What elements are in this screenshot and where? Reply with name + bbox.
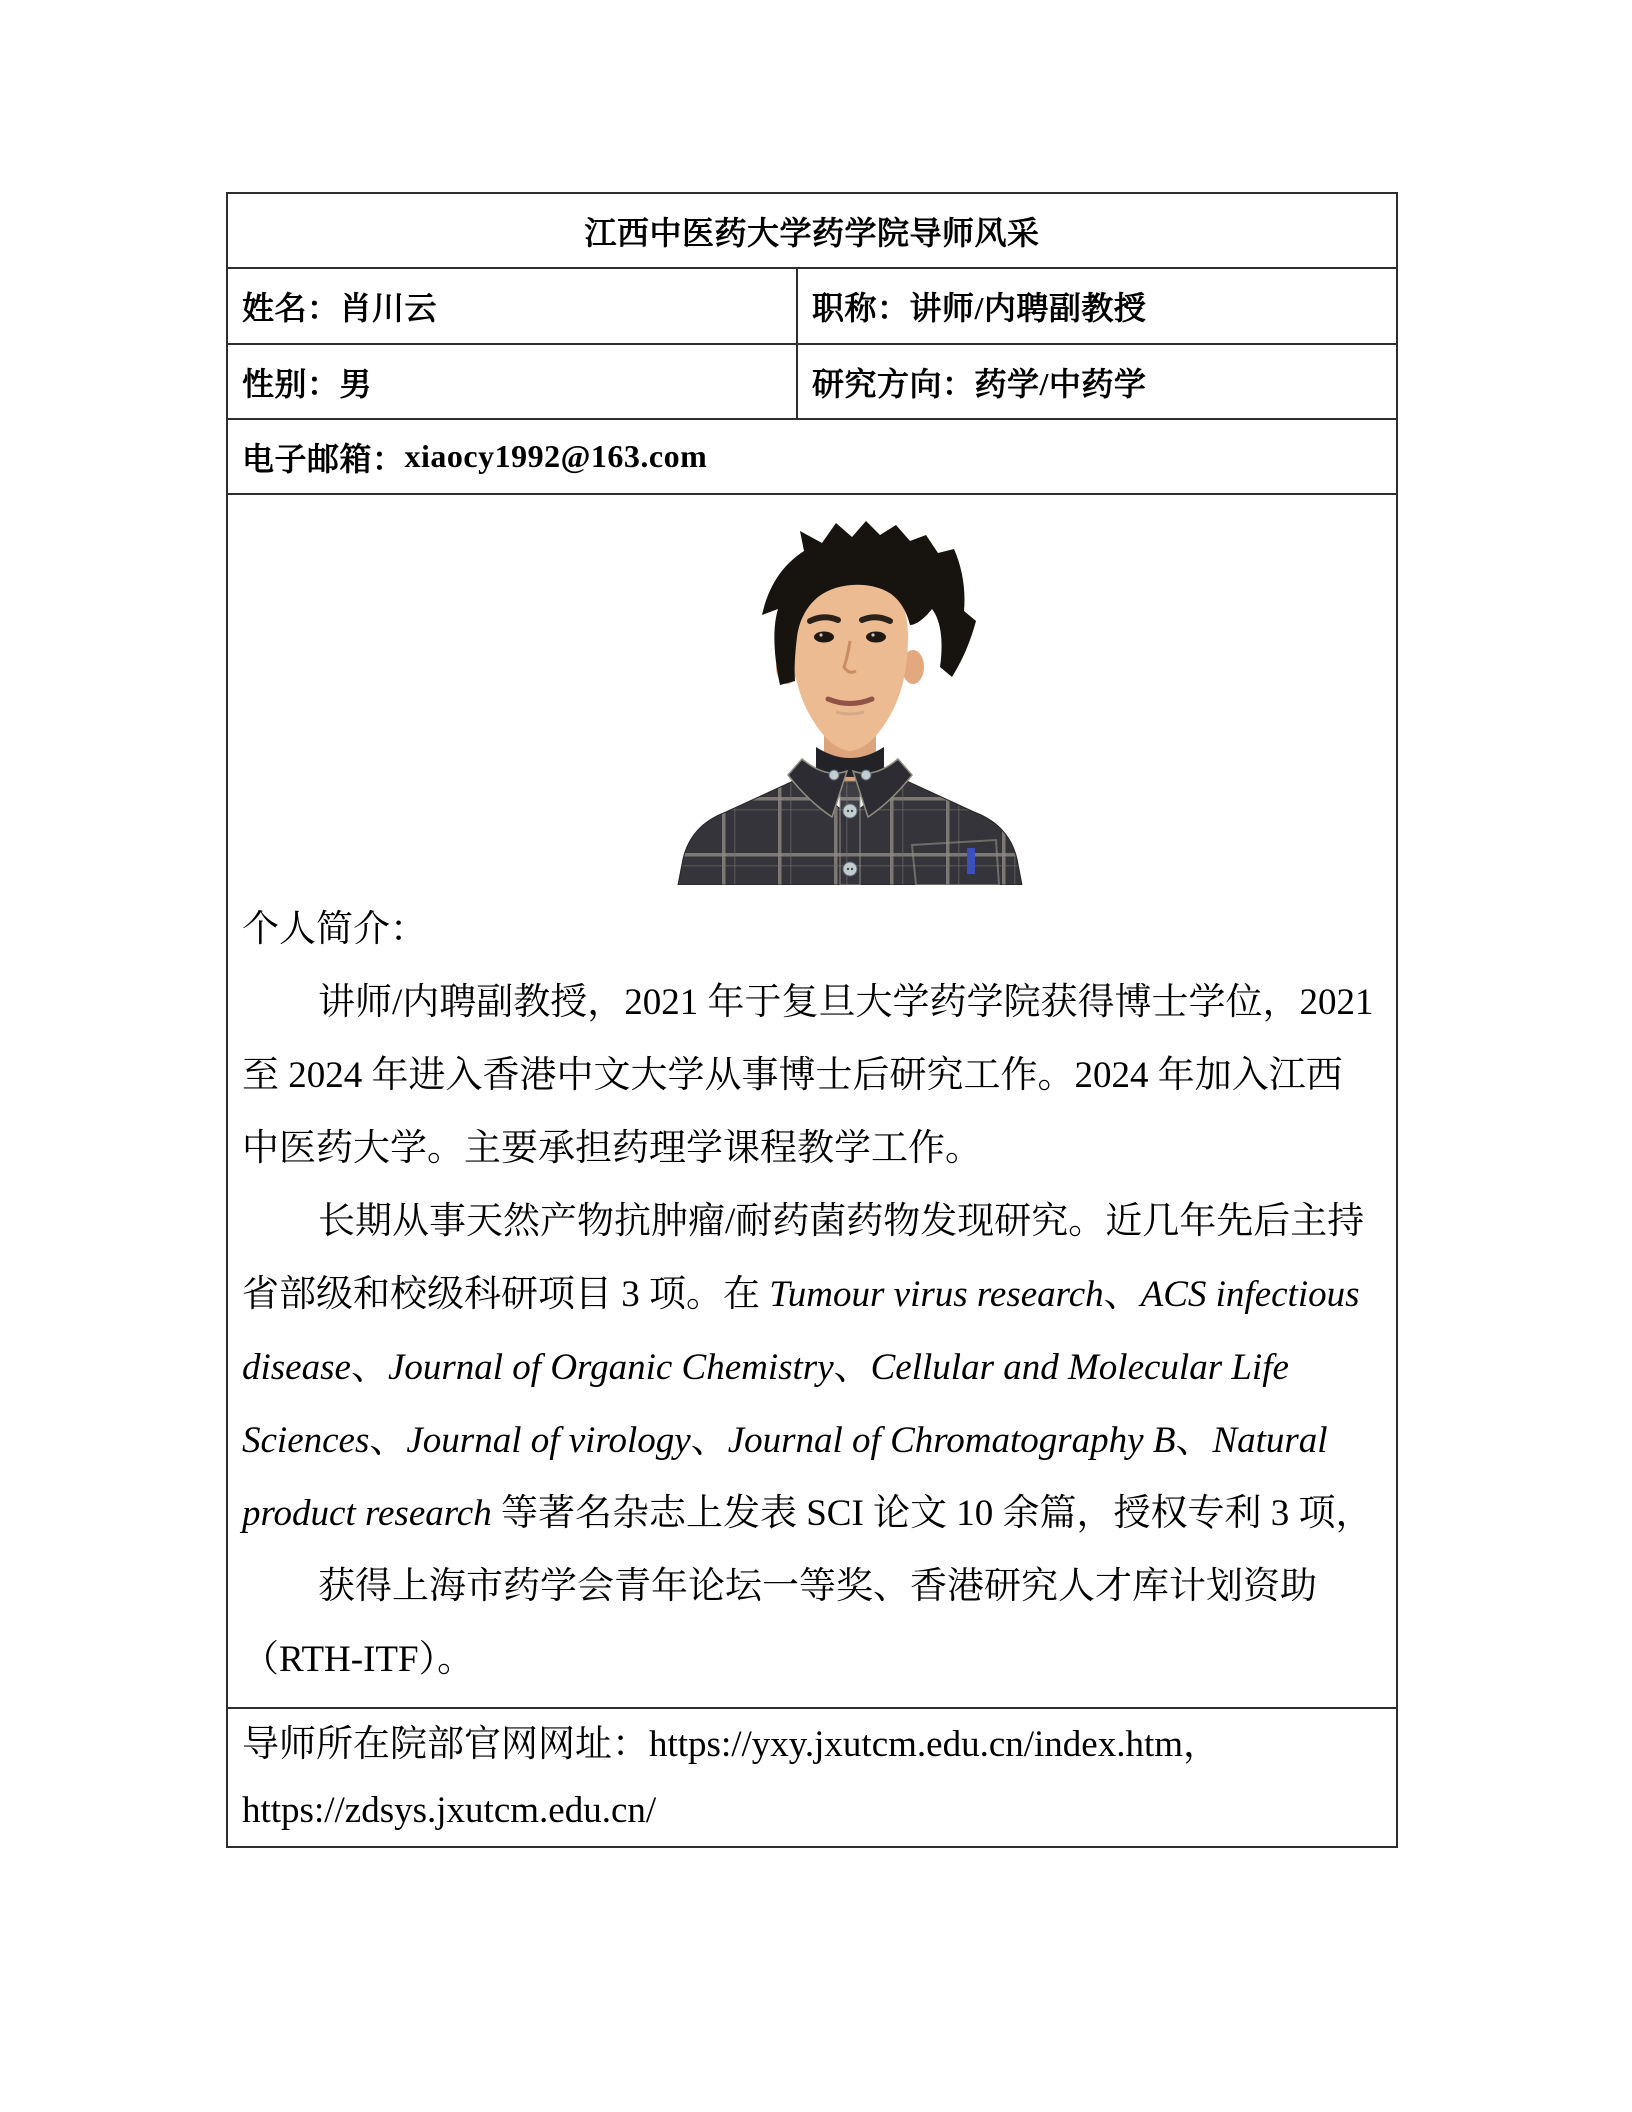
bio-line	[242, 1331, 1382, 1404]
name-cell	[228, 269, 798, 343]
page-title: 江西中医药大学药学院导师风采	[584, 214, 1040, 251]
row-bio	[228, 495, 1396, 1709]
journal-name: Sciences	[242, 1420, 370, 1461]
jobtitle-label: 职称：	[812, 290, 910, 326]
title-row	[228, 194, 1396, 269]
journal-name: Journal of Chromatography B	[727, 1420, 1176, 1461]
website-url-1: https://yxy.jxutcm.edu.cn/index.htm	[649, 1724, 1184, 1765]
journal-name: product research	[242, 1493, 492, 1534]
journal-name: Cellular and Molecular Life	[870, 1347, 1289, 1388]
eye-right	[866, 632, 886, 643]
bio-text: 、	[690, 1420, 728, 1461]
journal-name: Natural	[1212, 1420, 1328, 1461]
bio-line	[242, 1112, 1382, 1185]
bio-text: 等著名杂志上发表 SCI 论文 10 余篇，授权专利 3 项，	[491, 1493, 1373, 1534]
website-separator: ，	[1183, 1724, 1221, 1765]
row-gender-research	[228, 345, 1396, 420]
portrait-illustration	[666, 517, 1034, 885]
jobtitle-value: 讲师/内聘副教授	[909, 290, 1147, 326]
row-website	[228, 1709, 1396, 1846]
shirt-button-1	[843, 804, 857, 818]
bio-text: 、	[1175, 1420, 1213, 1461]
website-cell	[228, 1709, 1396, 1846]
bio-line	[242, 1623, 1382, 1696]
bio-section	[242, 893, 1382, 1696]
research-value: 药学/中药学	[974, 365, 1147, 402]
email-value: xiaocy1992@163.com	[404, 438, 708, 474]
bio-text: 省部级和校级科研项目 3 项。在	[242, 1274, 770, 1315]
bio-text: 至 2024 年进入香港中文大学从事博士后研究工作。2024 年加入江西	[242, 1055, 1343, 1096]
gender-value: 男	[339, 365, 373, 402]
bio-heading	[242, 893, 1382, 966]
row-name-jobtitle	[228, 269, 1396, 345]
research-cell	[798, 345, 1396, 418]
bio-text: 讲师/内聘副教授，2021 年于复旦大学药学院获得博士学位，2021	[318, 982, 1374, 1023]
name-label: 姓名：	[242, 290, 340, 326]
bio-cell	[228, 495, 1396, 1707]
bio-text: 中医药大学。主要承担药理学课程教学工作。	[242, 1128, 982, 1169]
journal-name: ACS infectious	[1140, 1274, 1360, 1315]
bio-text: （RTH-ITF）。	[242, 1639, 475, 1680]
journal-name: Tumour virus research	[769, 1274, 1104, 1315]
jobtitle-cell	[798, 269, 1396, 343]
bio-heading-text: 个人简介：	[242, 909, 427, 950]
bio-paragraphs	[242, 966, 1382, 1696]
journal-name: Journal of Organic Chemistry	[387, 1347, 834, 1388]
bio-line	[242, 1550, 1382, 1623]
collar-button-left	[829, 770, 839, 780]
collar-button-right	[861, 770, 871, 780]
website-line-2	[242, 1778, 1382, 1844]
mentor-profile-table	[226, 192, 1398, 1848]
journal-name: Journal of virology	[406, 1420, 691, 1461]
bio-line	[242, 1039, 1382, 1112]
shirt-button-2	[843, 862, 857, 876]
bio-line	[242, 1258, 1382, 1331]
bio-text: 长期从事天然产物抗肿瘤/耐药菌药物发现研究。近几年先后主持	[318, 1201, 1365, 1242]
email-label: 电子邮箱：	[242, 440, 405, 477]
title-cell	[228, 194, 1396, 267]
eye-left	[814, 632, 834, 643]
name-value: 肖川云	[339, 290, 438, 326]
bio-line	[242, 966, 1382, 1039]
email-cell	[228, 420, 1396, 493]
portrait-photo	[666, 517, 1034, 885]
bio-line	[242, 1185, 1382, 1258]
row-email	[228, 420, 1396, 495]
journal-name: disease	[242, 1347, 351, 1388]
bio-text: 、	[1103, 1274, 1141, 1315]
gender-cell	[228, 345, 798, 418]
bio-text: 、	[350, 1347, 388, 1388]
bio-text: 、	[369, 1420, 407, 1461]
gender-label: 性别：	[242, 365, 340, 402]
bio-text: 、	[833, 1347, 871, 1388]
website-url-2: https://zdsys.jxutcm.edu.cn/	[242, 1790, 657, 1831]
website-label: 导师所在院部官网网址：	[242, 1724, 649, 1765]
research-label: 研究方向：	[812, 365, 975, 402]
bio-text: 获得上海市药学会青年论坛一等奖、香港研究人才库计划资助	[318, 1566, 1317, 1607]
bio-line	[242, 1404, 1382, 1477]
pocket-tag	[967, 848, 975, 874]
website-line-1	[242, 1712, 1382, 1778]
bio-line	[242, 1477, 1382, 1550]
